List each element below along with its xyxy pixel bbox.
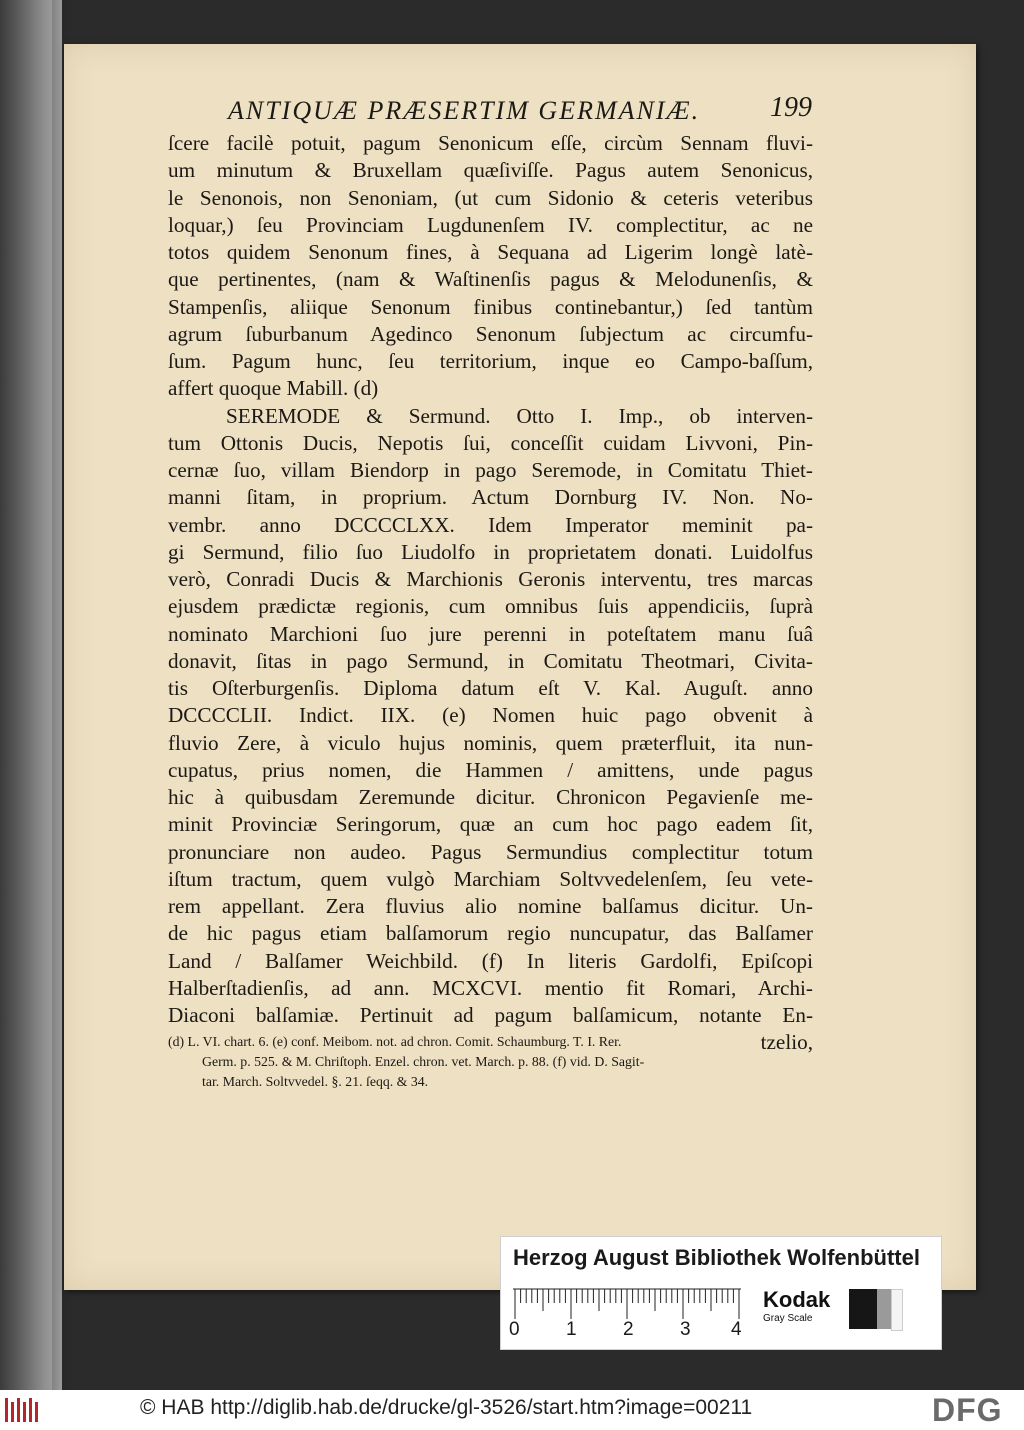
text-line: pronunciare non audeo. Pagus Sermundius complectitur totum (168, 839, 813, 864)
text-line: ſcere facilè potuit, pagum Senonicum eſſe, circùm Sennam fluvi- (168, 131, 813, 155)
footnote-line: tar. March. Soltvvedel. §. 21. ſeqq. & 34. (202, 1074, 429, 1089)
gray-patch-white (891, 1289, 903, 1331)
text-line: rem appellant. Zera fluvius alio nomine balſamus dicitur. Un- (168, 894, 813, 918)
text-line: SEREMODE & Sermund. Otto I. Imp., ob interven- (226, 403, 813, 428)
library-color-card (500, 1236, 942, 1350)
text-line: cernæ ſuo, villam Biendorp in pago Seremode, in Comitatu Thiet- (168, 458, 813, 482)
text-line: gi Sermund, filio ſuo Liudolfo in proprietatem donati. Luidolfus (168, 539, 813, 564)
catchword: tzelio, (760, 1030, 813, 1055)
ruler-number: 4 (731, 1319, 742, 1340)
text-line: Land / Balſamer Weichbild. (f) In literis Gardolfi, Epiſcopi (168, 948, 813, 973)
text-line: que pertinentes, (nam & Waſtinenſis pagus & Melodunenſis, & (168, 267, 813, 292)
text-line: de hic pagus etiam balſamorum regio nuncupatur, das Balſamer (168, 921, 813, 946)
text-line: donavit, ſitas in pago Sermund, in Comitatu Theotmari, Civita- (168, 648, 813, 673)
ruler-number: 0 (509, 1319, 520, 1340)
footnotes (168, 1032, 818, 1092)
ruler-number: 3 (680, 1319, 691, 1340)
text-line: ſum. Pagum hunc, ſeu territorium, inque eo Campo-baſſum, (168, 349, 813, 373)
text-line: iſtum tractum, quem vulgò Marchiam Soltvvedelenſem, ſeu vete- (168, 866, 813, 891)
page-body (168, 130, 813, 1057)
library-name: Herzog August Bibliothek Wolfenbüttel (513, 1245, 920, 1270)
running-title: ANTIQUÆ PRÆSERTIM GERMANIÆ. (228, 96, 701, 125)
gray-patch-mid (877, 1289, 891, 1329)
text-line: um minutum & Bruxellam quæſiviſſe. Pagus autem Senonicus, (168, 158, 813, 183)
dfg-logo: DFG (932, 1392, 1003, 1428)
text-line: ejusdem prædictæ regionis, cum omnibus ſuis appendiciis, ſuprà (168, 594, 813, 619)
text-line: vembr. anno DCCCCLXX. Idem Imperator meminit pa- (168, 512, 813, 537)
hab-logo-icon (4, 1396, 40, 1424)
text-line: affert quoque Mabill. (d) (168, 376, 379, 401)
text-line: loquar,) ſeu Provinciam Lugdunenſem IV. complectitur, ac ne (168, 212, 813, 237)
text-line: le Senonois, non Senoniam, (ut cum Sidonio & ceteris veteribus (168, 185, 813, 210)
text-line: nominato Marchioni ſuo jure perenni in poteſtatem manu ſuâ (168, 621, 813, 646)
gray-scale-label: Gray Scale (763, 1313, 813, 1324)
text-line: agrum ſuburbanum Agedinco Senonum ſubjectum ac circumfu- (168, 321, 813, 346)
text-line: manni ſitam, in proprium. Actum Dornburg IV. Non. No- (168, 485, 813, 510)
kodak-label: Kodak (763, 1287, 831, 1312)
text-line: DCCCCLII. Indict. IIX. (e) Nomen huic pago obvenit à (168, 703, 813, 728)
gray-patch-black (849, 1289, 877, 1329)
text-line: Diaconi balſamiæ. Pertinuit ad pagum balſamicum, notante En- (168, 1003, 813, 1027)
text-line: verò, Conradi Ducis & Marchionis Geronis interventu, tres marcas (168, 567, 813, 591)
copyright-url[interactable]: © HAB http://diglib.hab.de/drucke/gl-3526/start.htm?image=00211 (140, 1396, 753, 1419)
text-line: hic à quibusdam Zeremunde dicitur. Chronicon Pegavienſe me- (168, 785, 813, 809)
text-line: Stampenſis, aliique Senonum finibus continebantur,) ſed tantùm (168, 294, 813, 319)
text-line: Halberſtadienſis, ad ann. MCXCVI. mentio fit Romari, Archi- (168, 975, 813, 1000)
ruler-number: 2 (623, 1319, 634, 1340)
text-line: fluvio Zere, à viculo hujus nominis, quem præterfluit, ita nun- (168, 730, 813, 755)
text-line: tum Ottonis Ducis, Nepotis ſui, conceſſit cuidam Livvoni, Pin- (168, 430, 813, 455)
page-number: 199 (770, 92, 812, 123)
text-line: minit Provinciæ Seringorum, quæ an cum hoc pago eadem ſit, (168, 812, 813, 837)
text-line: cupatus, prius nomen, die Hammen / amittens, unde pagus (168, 757, 813, 782)
footnote-line: Germ. p. 525. & M. Chriſtoph. Enzel. chron. vet. March. p. 88. (f) vid. D. Sagit- (202, 1054, 645, 1069)
footer-bar (0, 1390, 1024, 1430)
text-line: tis Oſterburgenſis. Diploma datum eſt V. Kal. Auguſt. anno (168, 676, 813, 700)
text-line: totos quidem Senonum fines, à Sequana ad Ligerim longè latè- (168, 240, 813, 264)
footnote-line: (d) L. VI. chart. 6. (e) conf. Meibom. not. ad chron. Comit. Schaumburg. T. I. Rer. (168, 1034, 622, 1049)
ruler-number: 1 (566, 1319, 577, 1340)
